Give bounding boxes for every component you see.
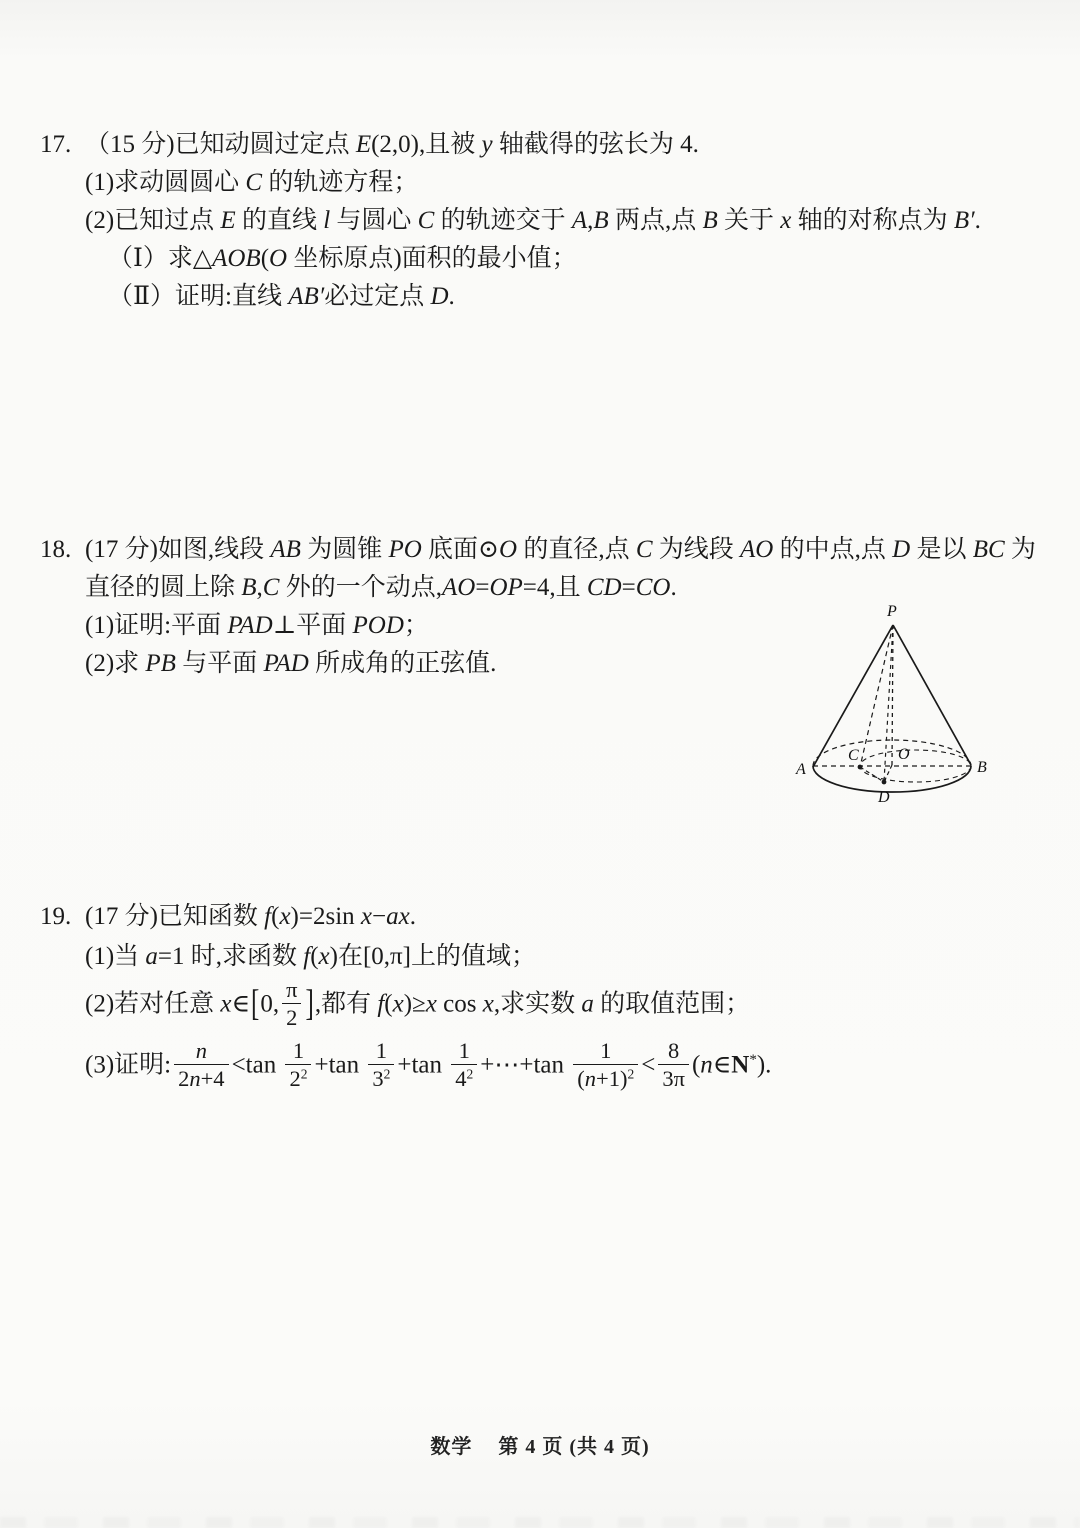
label-A: A xyxy=(796,761,806,778)
footer-page-info: 第 4 页 (共 4 页) xyxy=(498,1436,650,1458)
label-O: O xyxy=(898,746,910,763)
label-C: C xyxy=(848,747,859,764)
scan-artifacts xyxy=(0,1517,1080,1528)
point-D-dot xyxy=(882,780,887,785)
q17-stem-text: （15 分)已知动圆过定点 E(2,0),且被 y 轴截得的弦长为 4. xyxy=(85,131,699,158)
cone-figure-svg xyxy=(780,595,1000,815)
q19-part-3-text: (3)证明: $\frac{n}{2n+4}$ <tan $\frac{1}{2^2}$ +tan $\frac{1}{3^2}$ +tan $\frac{1}{4^2}$ +⋯+tan $\frac{1}{(n+1)^2}$ < $\frac{8}{3\pi}$ (n∈N*). xyxy=(85,1038,772,1091)
figure-labels xyxy=(795,603,987,806)
q17-number: 17. xyxy=(40,131,72,158)
q19-part-1: (1)当 a=1 时,求函数 f(x)在[0,π]上的值域； xyxy=(85,943,537,970)
q19-part-2-text: (2)若对任意 x∈[0, $\frac{\pi}{2}$ ],都有 f(x)≥x cos x,求实数 a 的取值范围； xyxy=(85,977,751,1030)
footer-subject: 数学 xyxy=(430,1436,473,1458)
question-19 xyxy=(40,897,1050,1099)
cone-edge-PA xyxy=(813,625,893,767)
q19-stem xyxy=(40,897,1050,937)
page-footer xyxy=(0,1430,1080,1459)
q18-number: 18. xyxy=(40,536,72,563)
q18-stem-line-1 xyxy=(40,531,1050,569)
q18-stem-text: (17 分)如图,线段 AB 为圆锥 PO 底面⊙O 的直径,点 C 为线段 AO 的中点,点 D 是以 BC 为 xyxy=(85,536,1036,563)
point-C-dot xyxy=(858,765,863,770)
cone-figure xyxy=(780,595,1000,815)
segment-CD xyxy=(860,767,884,782)
q18-stem-line-2: 直径的圆上除 B,C 外的一个动点,AO=OP=4,且 CD=CO. xyxy=(85,574,677,601)
question-17 xyxy=(40,126,1050,316)
q19-number: 19. xyxy=(40,903,72,930)
segment-PD xyxy=(884,625,893,782)
q17-stem xyxy=(40,126,1050,164)
q19-stem-text: (17 分)已知函数 f(x)=2sin x−ax. xyxy=(85,903,416,930)
label-D: D xyxy=(878,789,890,806)
q18-part-2: (2)求 PB 与平面 PAD 所成角的正弦值. xyxy=(85,650,497,677)
label-B: B xyxy=(977,759,987,776)
q17-part-1: (1)求动圆圆心 C 的轨迹方程； xyxy=(85,169,419,196)
label-P: P xyxy=(887,603,897,620)
q19-part-3 xyxy=(85,1035,1050,1099)
q17-part-2-i: （Ⅰ）求△AOB(O 坐标原点)面积的最小值； xyxy=(108,245,577,272)
segment-PC xyxy=(860,625,893,767)
q17-part-2-ii: （Ⅱ）证明:直线 AB′必过定点 D. xyxy=(108,283,455,310)
axis-PO xyxy=(892,625,893,765)
q18-part-1: (1)证明:平面 PAD⊥平面 POD； xyxy=(85,612,429,639)
q17-part-2: (2)已知过点 E 的直线 l 与圆心 C 的轨迹交于 A,B 两点,点 B 关于 x 轴的对称点为 B′. xyxy=(85,207,981,234)
q19-part-2 xyxy=(85,977,1050,1035)
